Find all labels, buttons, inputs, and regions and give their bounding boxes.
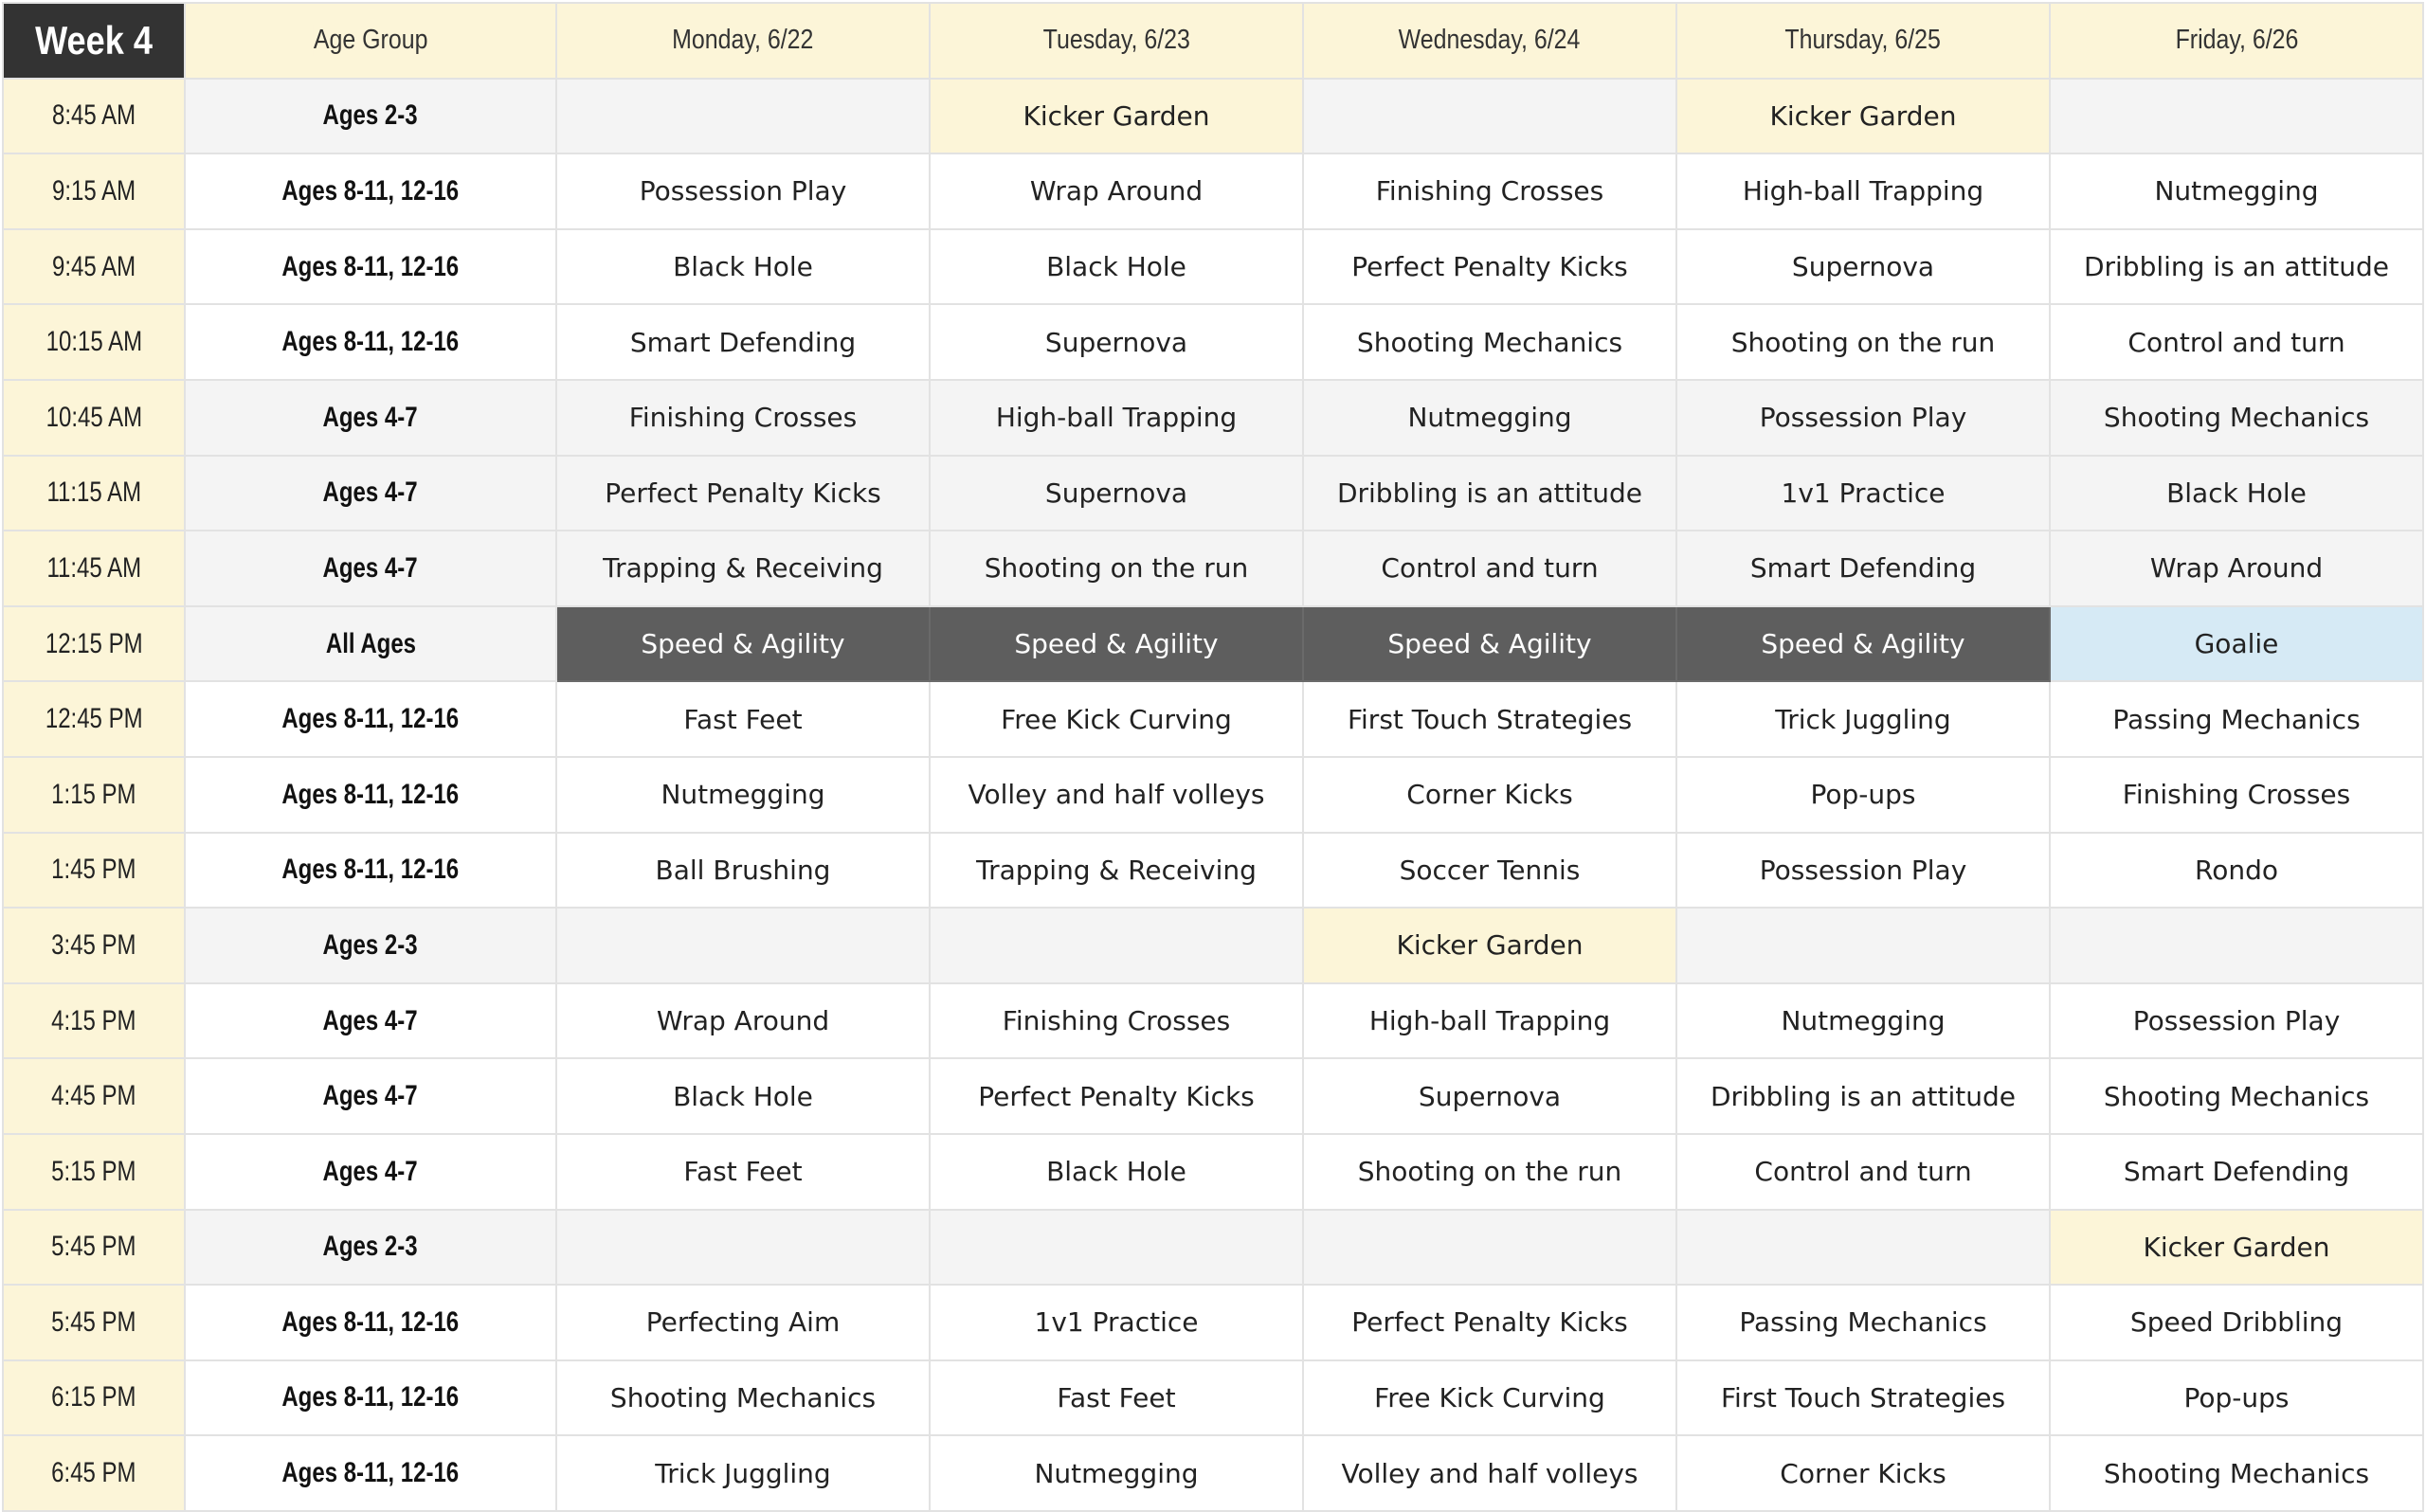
age-group-cell — [185, 153, 556, 229]
activity-cell: 1v1 Practice — [930, 1285, 1303, 1360]
time-label: 6:15 PM — [51, 1381, 136, 1413]
age-group-cell — [185, 531, 556, 606]
activity-cell: Trick Juggling — [556, 1435, 930, 1511]
activity-cell: Volley and half volleys — [1303, 1435, 1676, 1511]
activity-cell: Shooting Mechanics — [2050, 380, 2423, 456]
activity-cell: Perfect Penalty Kicks — [556, 456, 930, 531]
age-group-label: Ages 8-11, 12-16 — [281, 778, 460, 810]
age-group-cell — [185, 908, 556, 983]
activity-cell — [1303, 79, 1676, 154]
activity-cell: Passing Mechanics — [2050, 681, 2423, 757]
time-label: 5:15 PM — [51, 1155, 136, 1187]
age-group-cell — [185, 1435, 556, 1511]
activity-cell: Kicker Garden — [1676, 79, 2050, 154]
activity-cell: Dribbling is an attitude — [1676, 1058, 2050, 1134]
time-label: 9:45 AM — [51, 250, 136, 282]
age-group-cell — [185, 681, 556, 757]
time-cell — [3, 757, 185, 833]
day-header-monday: Monday, 6/22 — [672, 25, 814, 56]
age-group-label: Ages 8-11, 12-16 — [281, 326, 460, 358]
activity-cell: Supernova — [930, 304, 1303, 380]
activity-cell: Control and turn — [1303, 531, 1676, 606]
time-cell — [3, 1134, 185, 1210]
activity-cell: Wrap Around — [556, 983, 930, 1059]
activity-cell: Speed & Agility — [930, 606, 1303, 682]
activity-cell: Shooting on the run — [1303, 1134, 1676, 1210]
time-label: 9:15 AM — [51, 174, 136, 207]
time-label: 4:15 PM — [51, 1004, 136, 1036]
time-cell — [3, 153, 185, 229]
day-header-wednesday: Wednesday, 6/24 — [1399, 25, 1581, 56]
activity-cell: Perfecting Aim — [556, 1285, 930, 1360]
activity-cell: Kicker Garden — [930, 79, 1303, 154]
time-cell — [3, 681, 185, 757]
age-group-header: Age Group — [313, 25, 428, 56]
activity-cell: Black Hole — [2050, 456, 2423, 531]
age-group-cell — [185, 833, 556, 909]
time-cell — [3, 606, 185, 682]
activity-cell — [930, 1210, 1303, 1286]
activity-cell: Dribbling is an attitude — [2050, 229, 2423, 305]
day-header-cell — [1303, 3, 1676, 79]
age-group-cell — [185, 983, 556, 1059]
time-label: 4:45 PM — [51, 1080, 136, 1112]
activity-cell: Nutmegging — [930, 1435, 1303, 1511]
activity-cell: Pop-ups — [1676, 757, 2050, 833]
schedule-row — [3, 1285, 2423, 1360]
activity-cell: Free Kick Curving — [930, 681, 1303, 757]
schedule-row — [3, 79, 2423, 154]
activity-cell: Black Hole — [930, 1134, 1303, 1210]
age-group-label: Ages 8-11, 12-16 — [281, 250, 460, 282]
activity-cell: Perfect Penalty Kicks — [1303, 1285, 1676, 1360]
weekly-schedule-table — [2, 2, 2424, 1512]
activity-cell: First Touch Strategies — [1676, 1360, 2050, 1436]
age-group-label: All Ages — [325, 627, 416, 659]
activity-cell — [2050, 908, 2423, 983]
activity-cell: Possession Play — [1676, 833, 2050, 909]
time-label: 11:45 AM — [46, 551, 141, 584]
age-group-label: Ages 4-7 — [322, 551, 419, 584]
activity-cell: Black Hole — [930, 229, 1303, 305]
activity-cell: Trapping & Receiving — [556, 531, 930, 606]
time-label: 12:45 PM — [45, 703, 143, 735]
activity-cell: Trick Juggling — [1676, 681, 2050, 757]
schedule-row — [3, 908, 2423, 983]
age-group-label: Ages 2-3 — [322, 1231, 419, 1263]
day-header-cell — [1676, 3, 2050, 79]
activity-cell: Smart Defending — [2050, 1134, 2423, 1210]
time-label: 1:45 PM — [51, 854, 136, 886]
activity-cell: Control and turn — [2050, 304, 2423, 380]
activity-cell: Finishing Crosses — [1303, 153, 1676, 229]
activity-cell: First Touch Strategies — [1303, 681, 1676, 757]
activity-cell: Shooting on the run — [930, 531, 1303, 606]
age-group-header-cell — [185, 3, 556, 79]
activity-cell: Passing Mechanics — [1676, 1285, 2050, 1360]
activity-cell: Speed & Agility — [556, 606, 930, 682]
activity-cell: Wrap Around — [2050, 531, 2423, 606]
schedule-row — [3, 229, 2423, 305]
schedule-row — [3, 1360, 2423, 1436]
schedule-row — [3, 380, 2423, 456]
activity-cell: Speed Dribbling — [2050, 1285, 2423, 1360]
time-cell — [3, 79, 185, 154]
age-group-cell — [185, 456, 556, 531]
time-label: 11:15 AM — [46, 477, 141, 509]
week-label-cell — [3, 3, 185, 79]
time-cell — [3, 1210, 185, 1286]
time-label: 5:45 PM — [51, 1231, 136, 1263]
time-cell — [3, 1435, 185, 1511]
time-label: 12:15 PM — [45, 627, 143, 659]
activity-cell: Smart Defending — [1676, 531, 2050, 606]
schedule-row — [3, 1210, 2423, 1286]
activity-cell: 1v1 Practice — [1676, 456, 2050, 531]
activity-cell — [556, 1210, 930, 1286]
activity-cell: Ball Brushing — [556, 833, 930, 909]
age-group-label: Ages 8-11, 12-16 — [281, 854, 460, 886]
time-cell — [3, 1058, 185, 1134]
activity-cell: Kicker Garden — [1303, 908, 1676, 983]
age-group-label: Ages 2-3 — [322, 928, 419, 961]
schedule-row — [3, 606, 2423, 682]
time-label: 10:45 AM — [45, 401, 142, 433]
activity-cell: Speed & Agility — [1303, 606, 1676, 682]
schedule-row — [3, 833, 2423, 909]
activity-cell: Shooting Mechanics — [2050, 1435, 2423, 1511]
time-label: 10:15 AM — [45, 326, 142, 358]
activity-cell: Supernova — [930, 456, 1303, 531]
time-cell — [3, 833, 185, 909]
activity-cell: Possession Play — [2050, 983, 2423, 1059]
activity-cell: Black Hole — [556, 1058, 930, 1134]
activity-cell: Shooting Mechanics — [1303, 304, 1676, 380]
age-group-cell — [185, 1210, 556, 1286]
day-header-thursday: Thursday, 6/25 — [1784, 25, 1942, 56]
activity-cell: High-ball Trapping — [1676, 153, 2050, 229]
schedule-row — [3, 153, 2423, 229]
activity-cell: Possession Play — [1676, 380, 2050, 456]
activity-cell: Perfect Penalty Kicks — [930, 1058, 1303, 1134]
age-group-label: Ages 8-11, 12-16 — [281, 1457, 460, 1489]
activity-cell: Fast Feet — [930, 1360, 1303, 1436]
age-group-label: Ages 8-11, 12-16 — [281, 1381, 460, 1413]
activity-cell: Kicker Garden — [2050, 1210, 2423, 1286]
schedule-row — [3, 681, 2423, 757]
schedule-row — [3, 1058, 2423, 1134]
schedule-row — [3, 304, 2423, 380]
activity-cell — [556, 908, 930, 983]
activity-cell: Nutmegging — [1676, 983, 2050, 1059]
header-row — [3, 3, 2423, 79]
age-group-cell — [185, 304, 556, 380]
age-group-label: Ages 4-7 — [322, 1080, 419, 1112]
activity-cell: Soccer Tennis — [1303, 833, 1676, 909]
schedule-row — [3, 757, 2423, 833]
activity-cell: Control and turn — [1676, 1134, 2050, 1210]
time-cell — [3, 229, 185, 305]
activity-cell: Possession Play — [556, 153, 930, 229]
activity-cell: Free Kick Curving — [1303, 1360, 1676, 1436]
age-group-cell — [185, 229, 556, 305]
activity-cell: Shooting Mechanics — [556, 1360, 930, 1436]
activity-cell: Supernova — [1676, 229, 2050, 305]
time-cell — [3, 456, 185, 531]
time-cell — [3, 380, 185, 456]
age-group-cell — [185, 79, 556, 154]
day-header-friday: Friday, 6/26 — [2175, 25, 2298, 56]
activity-cell: Smart Defending — [556, 304, 930, 380]
age-group-label: Ages 8-11, 12-16 — [281, 174, 460, 207]
time-label: 8:45 AM — [51, 99, 136, 132]
age-group-cell — [185, 606, 556, 682]
activity-cell — [1676, 1210, 2050, 1286]
time-label: 1:15 PM — [51, 778, 136, 810]
day-header-tuesday: Tuesday, 6/23 — [1042, 25, 1190, 56]
activity-cell: Corner Kicks — [1303, 757, 1676, 833]
activity-cell: Corner Kicks — [1676, 1435, 2050, 1511]
time-cell — [3, 908, 185, 983]
age-group-cell — [185, 1285, 556, 1360]
activity-cell: Perfect Penalty Kicks — [1303, 229, 1676, 305]
activity-cell: Trapping & Receiving — [930, 833, 1303, 909]
activity-cell: Shooting Mechanics — [2050, 1058, 2423, 1134]
activity-cell: Pop-ups — [2050, 1360, 2423, 1436]
age-group-label: Ages 4-7 — [322, 477, 419, 509]
activity-cell: Finishing Crosses — [2050, 757, 2423, 833]
activity-cell: Nutmegging — [2050, 153, 2423, 229]
activity-cell: Black Hole — [556, 229, 930, 305]
time-cell — [3, 1285, 185, 1360]
age-group-label: Ages 8-11, 12-16 — [281, 703, 460, 735]
schedule-row — [3, 1435, 2423, 1511]
day-header-cell — [2050, 3, 2423, 79]
activity-cell: High-ball Trapping — [1303, 983, 1676, 1059]
activity-cell: Finishing Crosses — [556, 380, 930, 456]
activity-cell: Speed & Agility — [1676, 606, 2050, 682]
age-group-label: Ages 4-7 — [322, 1004, 419, 1036]
age-group-label: Ages 4-7 — [322, 1155, 419, 1187]
age-group-label: Ages 8-11, 12-16 — [281, 1305, 460, 1338]
activity-cell: High-ball Trapping — [930, 380, 1303, 456]
activity-cell — [2050, 79, 2423, 154]
age-group-cell — [185, 380, 556, 456]
age-group-cell — [185, 1360, 556, 1436]
time-cell — [3, 983, 185, 1059]
activity-cell: Finishing Crosses — [930, 983, 1303, 1059]
day-header-cell — [930, 3, 1303, 79]
time-label: 3:45 PM — [51, 928, 136, 961]
schedule-body — [3, 3, 2423, 1511]
age-group-cell — [185, 1134, 556, 1210]
day-header-cell — [556, 3, 930, 79]
age-group-label: Ages 2-3 — [322, 99, 419, 132]
schedule-row — [3, 1134, 2423, 1210]
activity-cell: Rondo — [2050, 833, 2423, 909]
schedule-row — [3, 531, 2423, 606]
schedule-row — [3, 456, 2423, 531]
age-group-label: Ages 4-7 — [322, 401, 419, 433]
time-cell — [3, 1360, 185, 1436]
age-group-cell — [185, 757, 556, 833]
activity-cell: Volley and half volleys — [930, 757, 1303, 833]
time-cell — [3, 531, 185, 606]
activity-cell — [930, 908, 1303, 983]
activity-cell: Dribbling is an attitude — [1303, 456, 1676, 531]
time-label: 5:45 PM — [51, 1305, 136, 1338]
schedule-row — [3, 983, 2423, 1059]
time-label: 6:45 PM — [51, 1457, 136, 1489]
activity-cell: Fast Feet — [556, 1134, 930, 1210]
activity-cell — [1303, 1210, 1676, 1286]
activity-cell — [1676, 908, 2050, 983]
activity-cell: Nutmegging — [1303, 380, 1676, 456]
week-label: Week 4 — [35, 17, 153, 63]
activity-cell: Goalie — [2050, 606, 2423, 682]
activity-cell: Fast Feet — [556, 681, 930, 757]
time-cell — [3, 304, 185, 380]
activity-cell: Wrap Around — [930, 153, 1303, 229]
age-group-cell — [185, 1058, 556, 1134]
activity-cell: Nutmegging — [556, 757, 930, 833]
activity-cell: Supernova — [1303, 1058, 1676, 1134]
activity-cell: Shooting on the run — [1676, 304, 2050, 380]
activity-cell — [556, 79, 930, 154]
